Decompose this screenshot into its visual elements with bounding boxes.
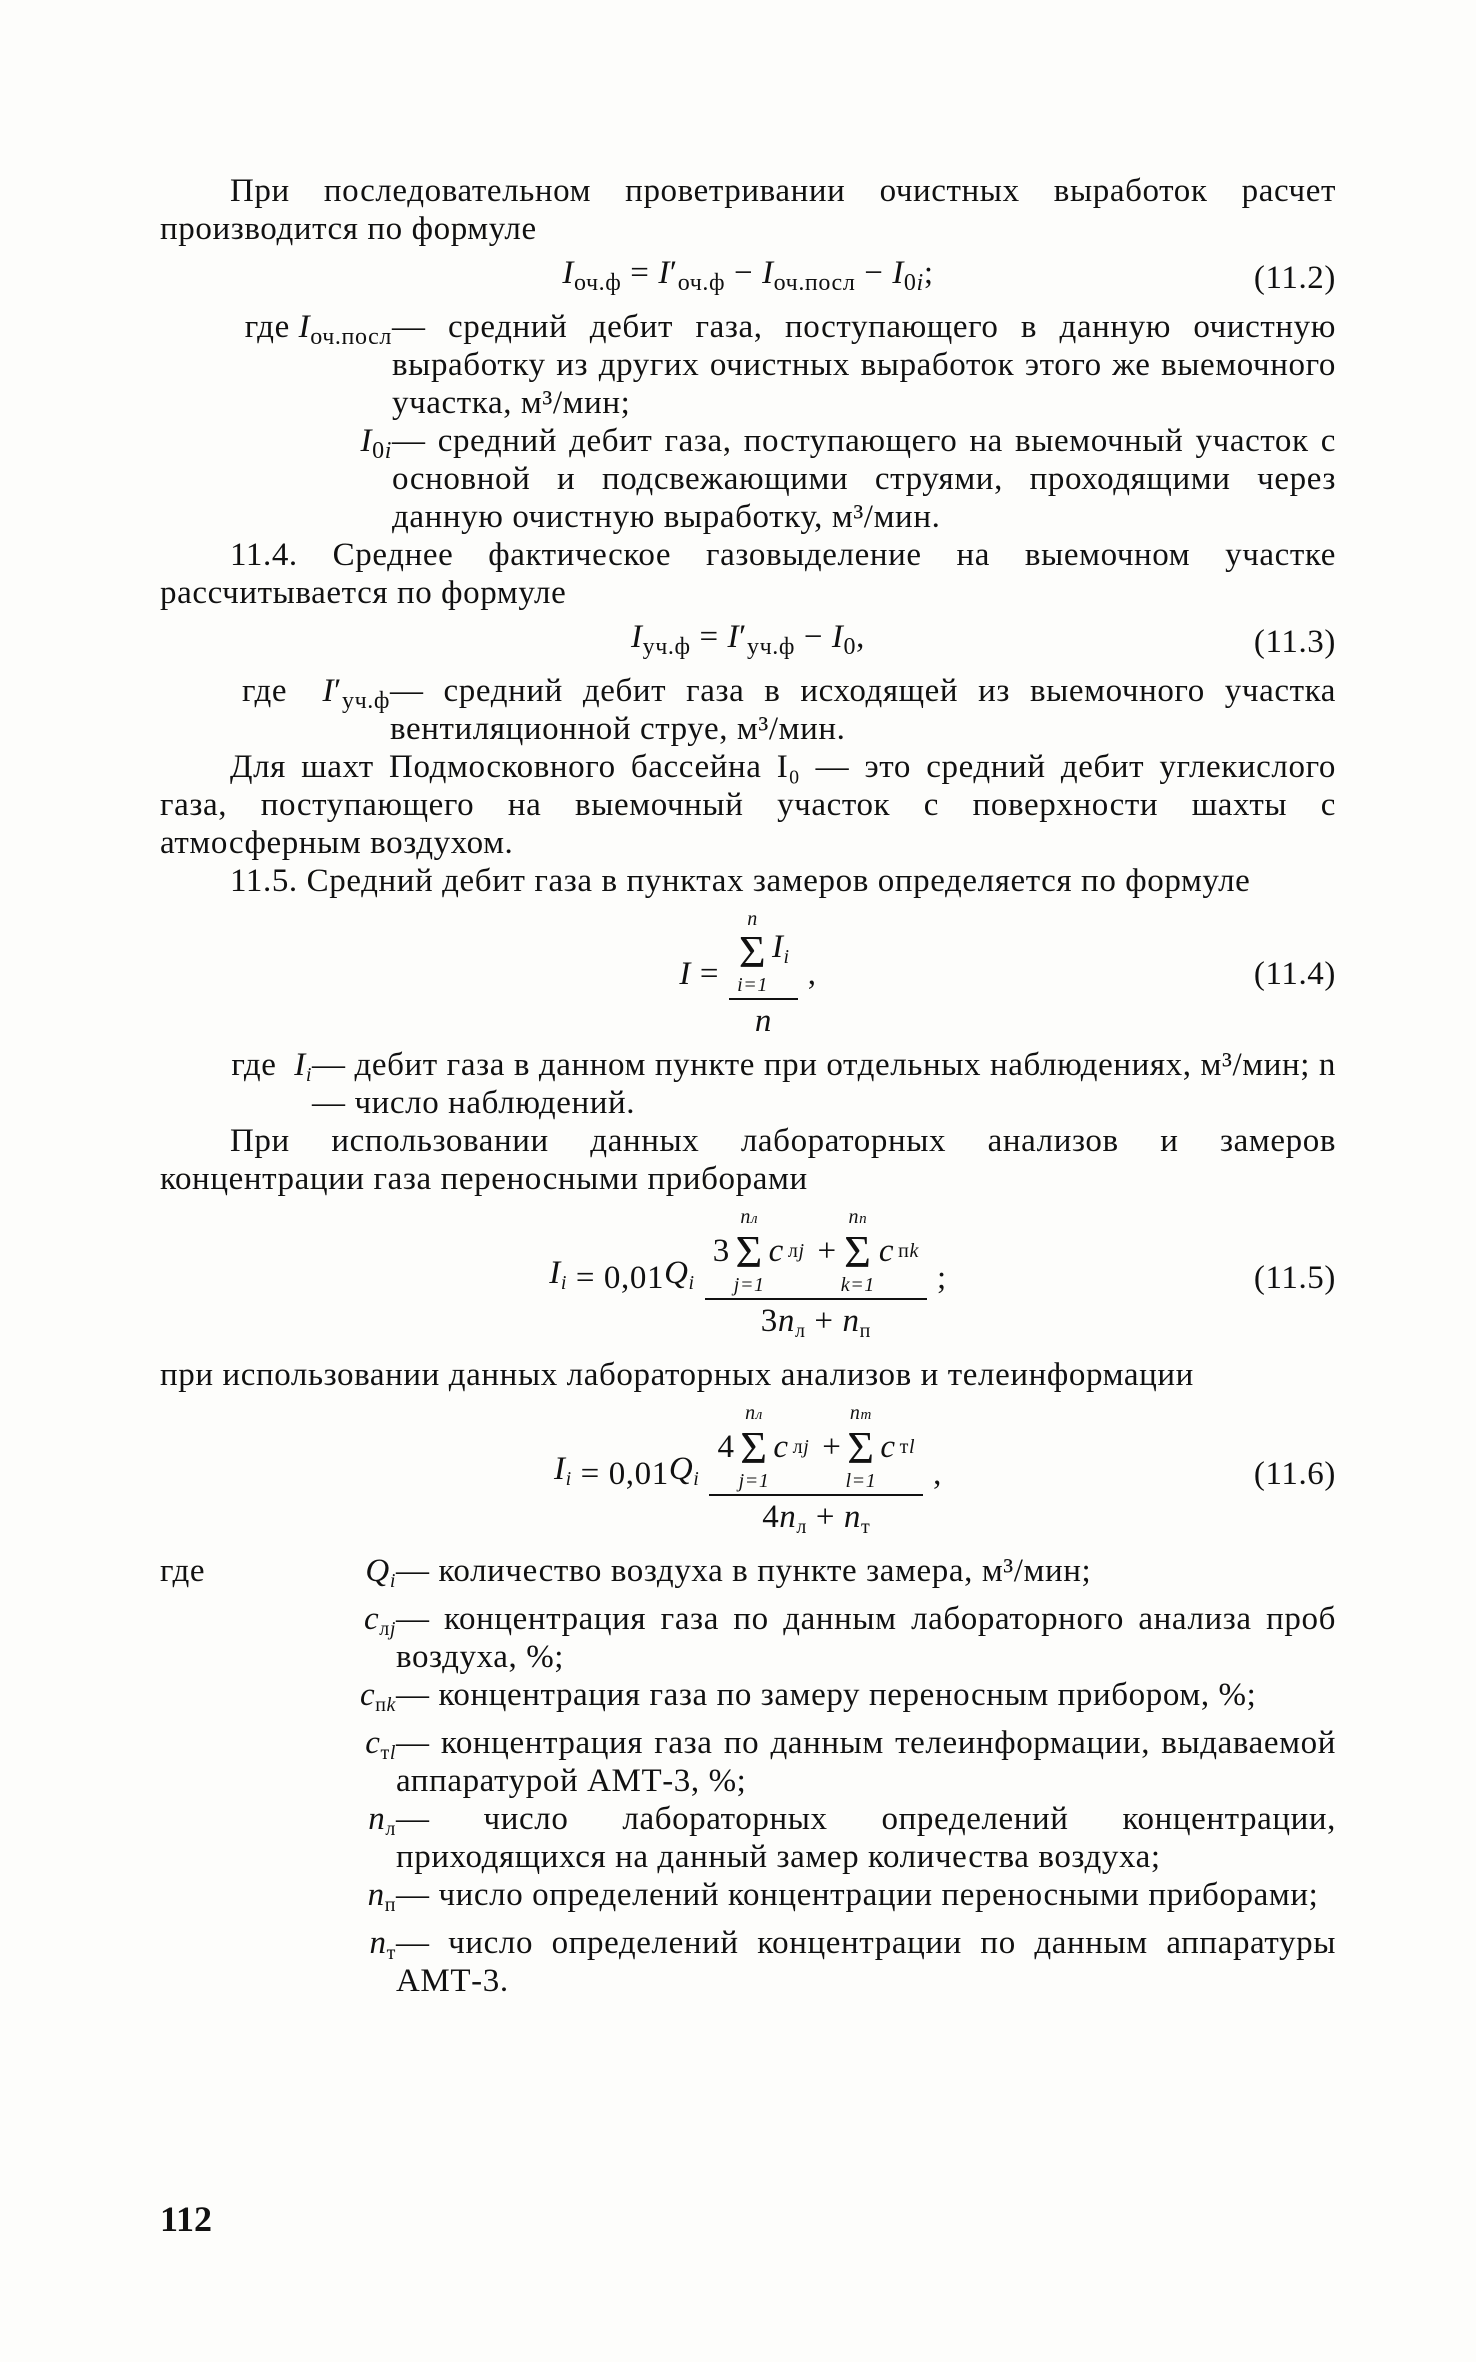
definitions-11-2 xyxy=(160,308,1336,536)
definition-item xyxy=(160,1924,1336,2000)
definition-item xyxy=(160,1876,1336,1924)
page-number: 112 xyxy=(160,2199,213,2239)
paragraph-podmoskovny: Для шахт Подмосковного бассейна I₀ — это средний дебит углекислого газа, поступающего на выемочный участок с поверхности шахты с атмосферным воздухом. xyxy=(160,749,1336,861)
definition-item xyxy=(160,1046,1336,1122)
definition-symbol: nл xyxy=(368,1801,396,1840)
definition-text: — число лабораторных определений концентрации, приходящихся на данный замер количества воздуха; xyxy=(396,1801,1336,1875)
equation-11-3 xyxy=(160,618,1336,666)
equation-11-4-body: I = n Σ i=1 Ii n , xyxy=(679,908,817,1039)
definition-symbol: cпk xyxy=(359,1677,396,1716)
definition-text: — средний дебит газа, поступающего в данную очистную выработку из других очистных выработок этого же выемочного участка, м³/мин; xyxy=(392,309,1336,421)
definition-text: — число определений концентрации по данным аппаратуры АМТ-3. xyxy=(396,1925,1336,1999)
definition-symbol: где $I_{оч.посл}$ xyxy=(244,309,392,350)
definition-text: — число определений концентрации переносными приборами; xyxy=(396,1877,1319,1913)
definition-item xyxy=(160,1600,1336,1676)
equation-number: (11.2) xyxy=(1253,260,1336,296)
definition-text: — дебит газа в данном пункте при отдельных наблюдениях, м³/мин; n — число наблюдений. xyxy=(312,1047,1336,1121)
equation-11-5 xyxy=(160,1206,1336,1350)
definition-item xyxy=(160,1676,1336,1724)
definition-symbol: cтl xyxy=(365,1725,396,1764)
equation-number: (11.3) xyxy=(1253,624,1336,660)
definition-text: — количество воздуха в пункте замера, м³/мин; xyxy=(396,1553,1092,1589)
equation-number: (11.5) xyxy=(1253,1260,1336,1296)
definition-item xyxy=(160,1552,1336,1600)
definition-item xyxy=(160,308,1336,422)
equation-11-2 xyxy=(160,254,1336,302)
equation-11-4 xyxy=(160,908,1336,1040)
paragraph-teleinformation: при использовании данных лабораторных анализов и телеинформации xyxy=(160,1357,1194,1393)
definitions-11-5-11-6 xyxy=(160,1552,1336,2000)
fraction: 3 nл Σ j=1 c лj + nп Σ k=1 c пk 3nл + nп xyxy=(705,1206,927,1350)
definition-item xyxy=(160,1724,1336,1800)
definition-symbol: Qi xyxy=(365,1553,396,1592)
definition-text: — концентрация газа по данным лабораторного анализа проб воздуха, %; xyxy=(396,1601,1336,1675)
equation-11-6-body: Ii = 0,01 Qi 4 nл Σ j=1 c лj + nт Σ l=1 c тl 4nл + nт , xyxy=(554,1402,942,1546)
definition-text: — концентрация газа по замеру переносным прибором, %; xyxy=(396,1677,1257,1713)
definition-symbol: где Ii xyxy=(231,1047,312,1086)
definition-item xyxy=(160,422,1336,536)
definition-symbol: nп xyxy=(367,1877,396,1916)
definition-text: — концентрация газа по данным телеинформации, выдаваемой аппаратурой АМТ-3, %; xyxy=(396,1725,1336,1799)
definition-item xyxy=(160,1800,1336,1876)
paragraph-portable-instruments: При использовании данных лабораторных анализов и замеров концентрации газа переносными приборами xyxy=(160,1123,1336,1197)
equation-11-2-body: $I_{оч.ф} = I'_{оч.ф} - I_{оч.посл} - I_{0i}$; xyxy=(562,255,934,296)
definition-text: — средний дебит газа в исходящей из выемочного участка вентиляционной струе, м³/мин. xyxy=(390,673,1336,747)
page-text xyxy=(160,172,1336,2000)
paragraph-11-5: 11.5. Средний дебит газа в пунктах замеров определяется по формуле xyxy=(230,863,1251,899)
equation-number: (11.4) xyxy=(1253,956,1336,992)
paragraph-sequential-ventilation: При последовательном проветривании очистных выработок расчет производится по формуле xyxy=(160,173,1336,247)
where-label: где xyxy=(160,1553,206,1589)
definition-symbol: nт xyxy=(369,1925,396,1964)
equation-number: (11.6) xyxy=(1253,1456,1336,1492)
definition-text: — средний дебит газа, поступающего на выемочный участок с основной и подсвежающими струями, проходящими через данную очистную выработку, м³/мин. xyxy=(392,423,1336,535)
definition-symbol: $I_{0i}$ xyxy=(360,423,392,464)
paragraph-11-4: 11.4. Среднее фактическое газовыделение на выемочном участке рассчитывается по формуле xyxy=(160,537,1336,611)
definition-item xyxy=(160,672,1336,748)
fraction: 4 nл Σ j=1 c лj + nт Σ l=1 c тl 4nл + nт xyxy=(709,1402,923,1546)
fraction: n Σ i=1 Ii n xyxy=(729,908,798,1040)
equation-11-6 xyxy=(160,1402,1336,1546)
definition-symbol: где $I'_{уч.ф}$ xyxy=(242,673,390,714)
equation-11-3-body: $I_{уч.ф} = I'_{уч.ф} - I_0$, xyxy=(631,619,865,660)
definition-symbol: cлj xyxy=(363,1601,396,1640)
equation-11-5-body: Ii = 0,01 Qi 3 nл Σ j=1 c лj + nп Σ k=1 c пk 3nл + nп ; xyxy=(549,1206,947,1350)
